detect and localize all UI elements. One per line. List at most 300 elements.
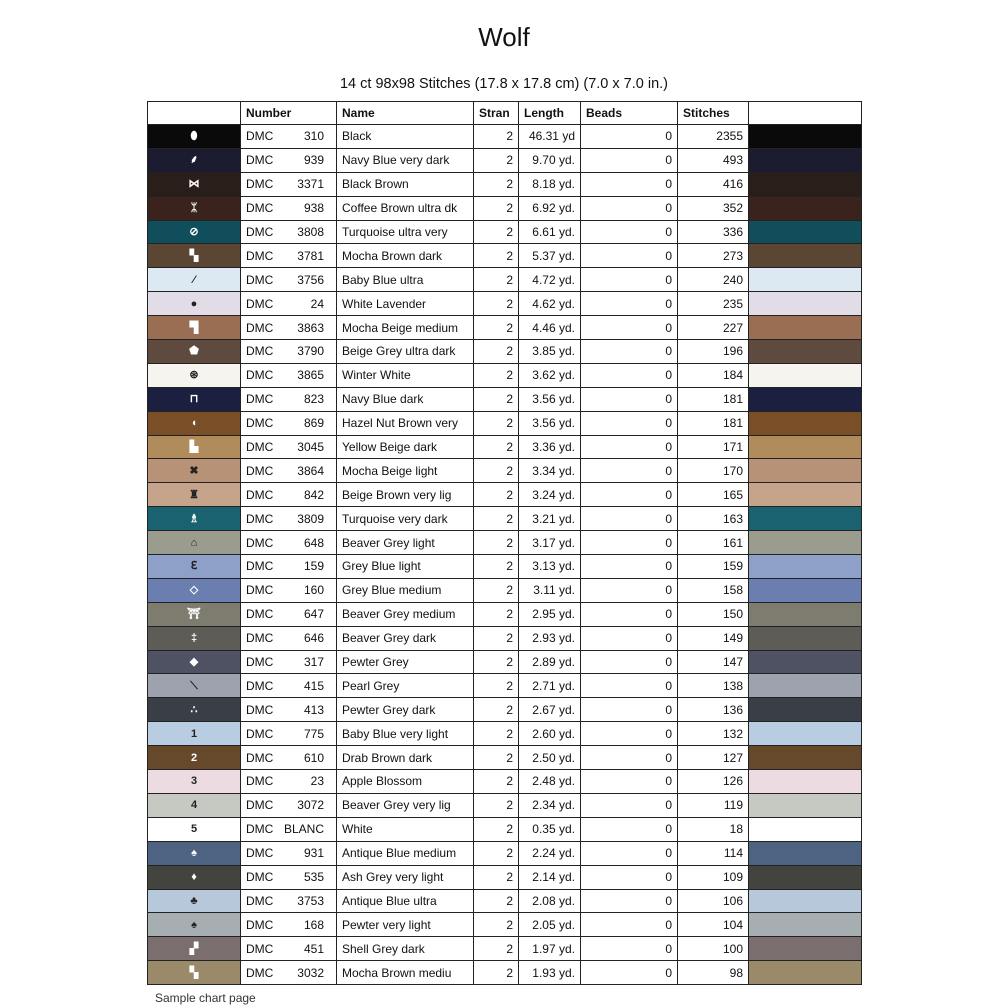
length-cell: 4.72 yd. bbox=[519, 268, 581, 292]
diamond-outline-icon: ◇ bbox=[189, 584, 199, 597]
strand-cell: 2 bbox=[474, 268, 519, 292]
floss-number: 3790 bbox=[297, 344, 324, 359]
brand-label: DMC bbox=[246, 607, 274, 622]
symbol-cell bbox=[148, 220, 241, 244]
length-cell: 2.34 yd. bbox=[519, 793, 581, 817]
name-cell: Mocha Brown mediu bbox=[337, 961, 474, 985]
header-strand: Stran bbox=[474, 102, 519, 125]
name-cell: Navy Blue dark bbox=[337, 387, 474, 411]
diamond-solid-icon: ◆ bbox=[189, 656, 199, 669]
floss-number: 842 bbox=[303, 487, 324, 502]
name-cell: Antique Blue medium bbox=[337, 841, 474, 865]
symbol-cell bbox=[148, 148, 241, 172]
header-name: Name bbox=[337, 102, 474, 125]
name-cell: Grey Blue medium bbox=[337, 578, 474, 602]
stitches-cell: 273 bbox=[678, 244, 749, 268]
color-swatch bbox=[749, 626, 862, 650]
stitches-cell: 127 bbox=[678, 746, 749, 770]
table-row bbox=[148, 961, 862, 985]
color-swatch bbox=[749, 961, 862, 985]
strand-cell: 2 bbox=[474, 841, 519, 865]
rune-icon: ᛯ bbox=[190, 202, 198, 215]
beads-cell: 0 bbox=[581, 411, 678, 435]
beads-cell: 0 bbox=[581, 459, 678, 483]
floss-number: 869 bbox=[303, 416, 324, 431]
name-cell: Shell Grey dark bbox=[337, 937, 474, 961]
name-cell: Baby Blue very light bbox=[337, 722, 474, 746]
euler-icon: ℇ bbox=[190, 560, 198, 573]
stitches-cell: 149 bbox=[678, 626, 749, 650]
color-swatch bbox=[749, 435, 862, 459]
table-row bbox=[148, 292, 862, 316]
diagonal-blocks-icon: ▞ bbox=[189, 942, 199, 955]
table-row bbox=[148, 507, 862, 531]
table-row bbox=[148, 602, 862, 626]
strand-cell: 2 bbox=[474, 435, 519, 459]
color-swatch bbox=[749, 602, 862, 626]
number-cell bbox=[241, 292, 337, 316]
name-cell: Beaver Grey light bbox=[337, 531, 474, 555]
strand-cell: 2 bbox=[474, 340, 519, 364]
symbol-cell bbox=[148, 602, 241, 626]
number-cell bbox=[241, 483, 337, 507]
floss-number: 3753 bbox=[297, 893, 324, 908]
table-row bbox=[148, 411, 862, 435]
stitches-cell: 184 bbox=[678, 363, 749, 387]
strand-cell: 2 bbox=[474, 411, 519, 435]
chart-title: Wolf bbox=[478, 22, 530, 52]
stitches-cell: 109 bbox=[678, 865, 749, 889]
brand-label: DMC bbox=[246, 201, 274, 216]
table-row bbox=[148, 937, 862, 961]
brand-label: DMC bbox=[246, 248, 274, 263]
strand-cell: 2 bbox=[474, 937, 519, 961]
brand-label: DMC bbox=[246, 392, 274, 407]
length-cell: 3.85 yd. bbox=[519, 340, 581, 364]
strand-cell: 2 bbox=[474, 220, 519, 244]
length-cell: 3.17 yd. bbox=[519, 531, 581, 555]
table-row bbox=[148, 578, 862, 602]
gate-icon: ⛩ bbox=[187, 608, 201, 621]
stitches-cell: 98 bbox=[678, 961, 749, 985]
color-swatch bbox=[749, 578, 862, 602]
length-cell: 6.92 yd. bbox=[519, 196, 581, 220]
table-row bbox=[148, 316, 862, 340]
table-row bbox=[148, 913, 862, 937]
number-cell bbox=[241, 865, 337, 889]
floss-number: 939 bbox=[303, 153, 324, 168]
floss-number: 775 bbox=[303, 726, 324, 741]
color-swatch bbox=[749, 148, 862, 172]
strand-cell: 2 bbox=[474, 316, 519, 340]
symbol-cell bbox=[148, 316, 241, 340]
spade-icon: ♠ bbox=[191, 847, 197, 860]
table-row bbox=[148, 865, 862, 889]
name-cell: Black Brown bbox=[337, 172, 474, 196]
color-swatch bbox=[749, 387, 862, 411]
table-row bbox=[148, 387, 862, 411]
number-cell bbox=[241, 650, 337, 674]
color-swatch bbox=[749, 196, 862, 220]
length-cell: 2.48 yd. bbox=[519, 770, 581, 794]
beads-cell: 0 bbox=[581, 531, 678, 555]
symbol-cell bbox=[148, 411, 241, 435]
length-cell: 2.14 yd. bbox=[519, 865, 581, 889]
length-cell: 3.36 yd. bbox=[519, 435, 581, 459]
table-row bbox=[148, 841, 862, 865]
color-swatch bbox=[749, 125, 862, 149]
brand-label: DMC bbox=[246, 272, 274, 287]
strand-cell: 2 bbox=[474, 602, 519, 626]
number-cell bbox=[241, 172, 337, 196]
brand-label: DMC bbox=[246, 750, 274, 765]
stitches-cell: 138 bbox=[678, 674, 749, 698]
length-cell: 2.93 yd. bbox=[519, 626, 581, 650]
stitches-cell: 18 bbox=[678, 817, 749, 841]
floss-number: 415 bbox=[303, 678, 324, 693]
beads-cell: 0 bbox=[581, 961, 678, 985]
length-cell: 3.21 yd. bbox=[519, 507, 581, 531]
brand-label: DMC bbox=[246, 296, 274, 311]
table-row bbox=[148, 172, 862, 196]
brand-label: DMC bbox=[246, 511, 274, 526]
floss-number: 160 bbox=[303, 583, 324, 598]
number-cell bbox=[241, 722, 337, 746]
stitches-cell: 100 bbox=[678, 937, 749, 961]
name-cell: Apple Blossom bbox=[337, 770, 474, 794]
strand-cell: 2 bbox=[474, 626, 519, 650]
name-cell: Grey Blue light bbox=[337, 555, 474, 579]
stitches-cell: 114 bbox=[678, 841, 749, 865]
length-cell: 8.18 yd. bbox=[519, 172, 581, 196]
pentagon-icon: ⬟ bbox=[189, 345, 199, 358]
brand-label: DMC bbox=[246, 153, 274, 168]
footer-cut-text: Sample chart page bbox=[155, 991, 256, 1005]
floss-number: 159 bbox=[303, 559, 324, 574]
symbol-cell bbox=[148, 578, 241, 602]
beads-cell: 0 bbox=[581, 435, 678, 459]
name-cell: Mocha Beige medium bbox=[337, 316, 474, 340]
number-cell bbox=[241, 626, 337, 650]
club-icon: ♣ bbox=[190, 894, 198, 907]
strand-cell: 2 bbox=[474, 244, 519, 268]
color-swatch bbox=[749, 459, 862, 483]
strand-cell: 2 bbox=[474, 746, 519, 770]
color-swatch bbox=[749, 363, 862, 387]
quad-block-2-icon: ▚ bbox=[189, 966, 199, 979]
brand-label: DMC bbox=[246, 798, 274, 813]
name-cell: Turquoise very dark bbox=[337, 507, 474, 531]
number-cell bbox=[241, 363, 337, 387]
color-swatch bbox=[749, 650, 862, 674]
table-row bbox=[148, 268, 862, 292]
number-cell bbox=[241, 507, 337, 531]
length-cell: 3.34 yd. bbox=[519, 459, 581, 483]
number-cell bbox=[241, 817, 337, 841]
number-cell bbox=[241, 674, 337, 698]
length-cell: 5.37 yd. bbox=[519, 244, 581, 268]
strand-cell: 2 bbox=[474, 674, 519, 698]
beads-cell: 0 bbox=[581, 268, 678, 292]
floss-number: 3865 bbox=[297, 368, 324, 383]
spade-small-icon: ♠ bbox=[191, 918, 197, 931]
floss-number: 3371 bbox=[297, 177, 324, 192]
stitches-cell: 158 bbox=[678, 578, 749, 602]
symbol-cell bbox=[148, 292, 241, 316]
table-row bbox=[148, 746, 862, 770]
number-cell bbox=[241, 125, 337, 149]
number-cell bbox=[241, 268, 337, 292]
symbol-cell bbox=[148, 483, 241, 507]
length-cell: 3.56 yd. bbox=[519, 387, 581, 411]
double-dagger-icon: ‡ bbox=[190, 632, 198, 645]
name-cell: Coffee Brown ultra dk bbox=[337, 196, 474, 220]
beads-cell: 0 bbox=[581, 746, 678, 770]
name-cell: Winter White bbox=[337, 363, 474, 387]
strand-cell: 2 bbox=[474, 387, 519, 411]
beads-cell: 0 bbox=[581, 483, 678, 507]
bowtie-icon: ⋈ bbox=[188, 178, 200, 191]
floss-number: 451 bbox=[303, 941, 324, 956]
stitches-cell: 132 bbox=[678, 722, 749, 746]
table-row bbox=[148, 196, 862, 220]
stitches-cell: 181 bbox=[678, 387, 749, 411]
beads-cell: 0 bbox=[581, 650, 678, 674]
table-row bbox=[148, 793, 862, 817]
strand-cell: 2 bbox=[474, 865, 519, 889]
name-cell: Baby Blue ultra bbox=[337, 268, 474, 292]
length-cell: 3.11 yd. bbox=[519, 578, 581, 602]
strand-cell: 2 bbox=[474, 650, 519, 674]
beads-cell: 0 bbox=[581, 316, 678, 340]
symbol-cell bbox=[148, 172, 241, 196]
floss-number: 938 bbox=[303, 201, 324, 216]
beads-cell: 0 bbox=[581, 292, 678, 316]
floss-number: 646 bbox=[303, 631, 324, 646]
symbol-cell bbox=[148, 459, 241, 483]
header-number: Number bbox=[241, 102, 337, 125]
table-row bbox=[148, 244, 862, 268]
name-cell: Beaver Grey dark bbox=[337, 626, 474, 650]
symbol-cell bbox=[148, 507, 241, 531]
number-cell bbox=[241, 555, 337, 579]
floss-number: 23 bbox=[310, 774, 324, 789]
symbol-cell bbox=[148, 770, 241, 794]
symbol-cell bbox=[148, 889, 241, 913]
strand-cell: 2 bbox=[474, 459, 519, 483]
table-row bbox=[148, 363, 862, 387]
brand-label: DMC bbox=[246, 368, 274, 383]
beads-cell: 0 bbox=[581, 363, 678, 387]
table-row bbox=[148, 555, 862, 579]
color-swatch bbox=[749, 793, 862, 817]
stitches-cell: 147 bbox=[678, 650, 749, 674]
stitches-cell: 163 bbox=[678, 507, 749, 531]
brand-label: DMC bbox=[246, 774, 274, 789]
table-row bbox=[148, 770, 862, 794]
color-swatch bbox=[749, 172, 862, 196]
brand-label: DMC bbox=[246, 678, 274, 693]
symbol-cell bbox=[148, 555, 241, 579]
beads-cell: 0 bbox=[581, 220, 678, 244]
beads-cell: 0 bbox=[581, 244, 678, 268]
beads-cell: 0 bbox=[581, 507, 678, 531]
symbol-cell bbox=[148, 674, 241, 698]
name-cell: Pewter Grey bbox=[337, 650, 474, 674]
beads-cell: 0 bbox=[581, 148, 678, 172]
beads-cell: 0 bbox=[581, 674, 678, 698]
beads-cell: 0 bbox=[581, 172, 678, 196]
color-swatch bbox=[749, 244, 862, 268]
length-cell: 46.31 yd bbox=[519, 125, 581, 149]
therefore-icon: ∴ bbox=[190, 703, 198, 716]
strand-cell: 2 bbox=[474, 555, 519, 579]
brand-label: DMC bbox=[246, 726, 274, 741]
beads-cell: 0 bbox=[581, 698, 678, 722]
beads-cell: 0 bbox=[581, 196, 678, 220]
name-cell: Beaver Grey medium bbox=[337, 602, 474, 626]
name-cell: Mocha Brown dark bbox=[337, 244, 474, 268]
color-swatch bbox=[749, 411, 862, 435]
table-header-row bbox=[148, 102, 862, 125]
brand-label: DMC bbox=[246, 965, 274, 980]
header-swatch bbox=[749, 102, 862, 125]
number-cell bbox=[241, 889, 337, 913]
length-cell: 2.60 yd. bbox=[519, 722, 581, 746]
color-swatch bbox=[749, 220, 862, 244]
stitches-cell: 196 bbox=[678, 340, 749, 364]
name-cell: Beige Grey ultra dark bbox=[337, 340, 474, 364]
strand-cell: 2 bbox=[474, 363, 519, 387]
brand-label: DMC bbox=[246, 893, 274, 908]
diamond-suit-icon: ♦ bbox=[191, 871, 197, 884]
floss-number: 24 bbox=[310, 296, 324, 311]
beads-cell: 0 bbox=[581, 578, 678, 602]
table-row bbox=[148, 674, 862, 698]
quad-block-icon: ▚ bbox=[189, 249, 199, 262]
name-cell: Pewter Grey dark bbox=[337, 698, 474, 722]
table-row bbox=[148, 531, 862, 555]
color-swatch bbox=[749, 865, 862, 889]
symbol-cell bbox=[148, 363, 241, 387]
brand-label: DMC bbox=[246, 416, 274, 431]
floss-number: BLANC bbox=[284, 822, 325, 837]
slash-icon: ⁄ bbox=[193, 273, 195, 286]
name-cell: Black bbox=[337, 125, 474, 149]
header-stitches: Stitches bbox=[678, 102, 749, 125]
length-cell: 3.56 yd. bbox=[519, 411, 581, 435]
bishop-icon: ♗ bbox=[189, 512, 199, 525]
number-cell bbox=[241, 435, 337, 459]
brand-label: DMC bbox=[246, 559, 274, 574]
number-cell bbox=[241, 793, 337, 817]
strand-cell: 2 bbox=[474, 507, 519, 531]
floss-number: 413 bbox=[303, 702, 324, 717]
name-cell: Antique Blue ultra bbox=[337, 889, 474, 913]
beads-cell: 0 bbox=[581, 340, 678, 364]
name-cell: Yellow Beige dark bbox=[337, 435, 474, 459]
strand-cell: 2 bbox=[474, 483, 519, 507]
brand-label: DMC bbox=[246, 822, 274, 837]
backslash-icon: ⟍ bbox=[190, 679, 198, 692]
stitches-cell: 170 bbox=[678, 459, 749, 483]
beads-cell: 0 bbox=[581, 937, 678, 961]
header-beads: Beads bbox=[581, 102, 678, 125]
symbol-cell bbox=[148, 793, 241, 817]
digit-5-icon: 5 bbox=[190, 823, 198, 836]
stitches-cell: 159 bbox=[678, 555, 749, 579]
digit-2-icon: 2 bbox=[190, 751, 198, 764]
name-cell: Beaver Grey very lig bbox=[337, 793, 474, 817]
stitches-cell: 161 bbox=[678, 531, 749, 555]
stitches-cell: 150 bbox=[678, 602, 749, 626]
chart-size-subtitle: 14 ct 98x98 Stitches (17.8 x 17.8 cm) (7.0 x 7.0 in.) bbox=[339, 76, 669, 92]
floss-number: 823 bbox=[303, 392, 324, 407]
stitches-cell: 119 bbox=[678, 793, 749, 817]
strand-cell: 2 bbox=[474, 196, 519, 220]
color-swatch bbox=[749, 292, 862, 316]
color-swatch bbox=[749, 531, 862, 555]
beads-cell: 0 bbox=[581, 602, 678, 626]
symbol-cell bbox=[148, 531, 241, 555]
table-row bbox=[148, 889, 862, 913]
name-cell: White Lavender bbox=[337, 292, 474, 316]
number-cell bbox=[241, 913, 337, 937]
color-swatch bbox=[749, 698, 862, 722]
color-swatch bbox=[749, 507, 862, 531]
number-cell bbox=[241, 531, 337, 555]
strand-cell: 2 bbox=[474, 913, 519, 937]
number-cell bbox=[241, 387, 337, 411]
floss-number: 648 bbox=[303, 535, 324, 550]
number-cell bbox=[241, 411, 337, 435]
beads-cell: 0 bbox=[581, 913, 678, 937]
beads-cell: 0 bbox=[581, 387, 678, 411]
floss-number: 168 bbox=[303, 917, 324, 932]
symbol-cell bbox=[148, 961, 241, 985]
color-swatch bbox=[749, 722, 862, 746]
length-cell: 0.35 yd. bbox=[519, 817, 581, 841]
brand-label: DMC bbox=[246, 129, 274, 144]
name-cell: Hazel Nut Brown very bbox=[337, 411, 474, 435]
beads-cell: 0 bbox=[581, 626, 678, 650]
header-symbol bbox=[148, 102, 241, 125]
floss-number: 3032 bbox=[297, 965, 324, 980]
stitches-cell: 106 bbox=[678, 889, 749, 913]
blob-icon: ● bbox=[190, 297, 198, 310]
half-circle-icon: ◖ bbox=[190, 417, 198, 430]
number-cell bbox=[241, 961, 337, 985]
strand-cell: 2 bbox=[474, 698, 519, 722]
strand-cell: 2 bbox=[474, 770, 519, 794]
stitches-cell: 493 bbox=[678, 148, 749, 172]
brand-label: DMC bbox=[246, 535, 274, 550]
length-cell: 2.89 yd. bbox=[519, 650, 581, 674]
length-cell: 3.13 yd. bbox=[519, 555, 581, 579]
length-cell: 2.71 yd. bbox=[519, 674, 581, 698]
name-cell: Mocha Beige light bbox=[337, 459, 474, 483]
header-length: Length bbox=[519, 102, 581, 125]
floss-number: 3072 bbox=[297, 798, 324, 813]
symbol-cell bbox=[148, 435, 241, 459]
table-row bbox=[148, 650, 862, 674]
symbol-cell bbox=[148, 244, 241, 268]
stitches-cell: 165 bbox=[678, 483, 749, 507]
floss-number: 535 bbox=[303, 870, 324, 885]
number-cell bbox=[241, 244, 337, 268]
stitches-cell: 352 bbox=[678, 196, 749, 220]
length-cell: 2.08 yd. bbox=[519, 889, 581, 913]
